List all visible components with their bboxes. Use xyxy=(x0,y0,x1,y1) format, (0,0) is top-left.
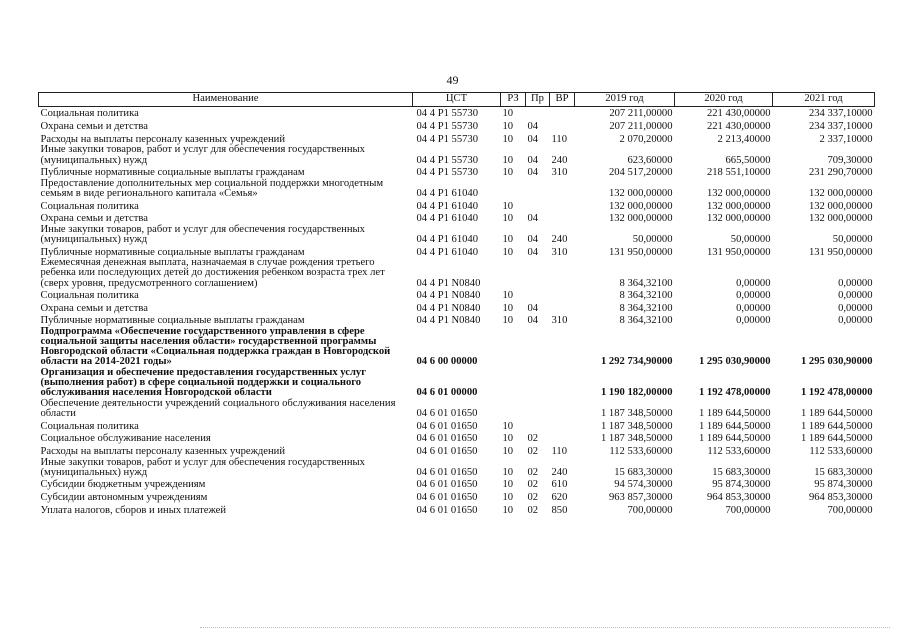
cell-pr: 02 xyxy=(527,433,539,445)
cell-rz: 10 xyxy=(502,213,514,225)
table-row xyxy=(39,491,875,504)
cell-pr: 04 xyxy=(527,154,539,166)
cell-name: Обеспечение деятельности учреждений социального обслуживания населения области xyxy=(40,397,396,419)
cell-vr: 110 xyxy=(551,445,567,457)
budget-table xyxy=(38,92,875,516)
cell-2019: 131 950,00000 xyxy=(608,246,673,258)
cell-name: Социальное обслуживание населения xyxy=(40,433,211,445)
table-row xyxy=(39,199,875,212)
table-row xyxy=(39,478,875,491)
cell-rz: 10 xyxy=(502,133,514,145)
cell-2021: 0,00000 xyxy=(838,302,873,314)
cell-2021: 95 874,30000 xyxy=(814,479,873,491)
cell-vr xyxy=(550,199,575,212)
cell-2020: 50,00000 xyxy=(730,234,771,246)
cell-cst: 04 4 P1 N0840 xyxy=(416,277,481,289)
cell-2019: 94 574,30000 xyxy=(614,479,673,491)
cell-vr: 310 xyxy=(551,167,568,179)
cell-vr xyxy=(550,107,575,120)
cell-2020: 0,00000 xyxy=(736,302,771,314)
table-row xyxy=(39,314,875,327)
cell-2020: 131 950,00000 xyxy=(706,246,771,258)
cell-vr xyxy=(550,419,575,432)
cell-2019: 132 000,00000 xyxy=(608,188,673,200)
cell-name: Публичные нормативные социальные выплаты гражданам xyxy=(40,315,305,327)
cell-cst: 04 6 01 00000 xyxy=(416,386,478,398)
cell-rz: 10 xyxy=(502,491,514,503)
table-row xyxy=(39,327,875,368)
table-row xyxy=(39,368,875,399)
cell-pr xyxy=(526,258,550,289)
cell-2020: 15 683,30000 xyxy=(712,466,771,478)
cell-2020: 2 213,40000 xyxy=(717,133,771,145)
cell-name: Организация и обеспечение предоставления государственных услуг (выполнения работ) в сфере социальной поддержки и социального обслуживания населения Новгородской области xyxy=(40,366,367,398)
cell-rz: 10 xyxy=(502,479,514,491)
cell-2019: 1 190 182,00000 xyxy=(600,386,673,398)
cell-2021: 0,00000 xyxy=(838,315,873,327)
table-row xyxy=(39,444,875,457)
cell-cst: 04 4 P1 55730 xyxy=(416,108,479,120)
cell-pr: 04 xyxy=(527,302,539,314)
table-row xyxy=(39,289,875,302)
cell-2019: 2 070,20000 xyxy=(619,133,673,145)
cell-2020: 964 853,30000 xyxy=(706,491,771,503)
cell-cst: 04 4 P1 61040 xyxy=(416,188,479,200)
cell-2021: 231 290,70000 xyxy=(808,167,873,179)
cell-2021: 131 950,00000 xyxy=(808,246,873,258)
cell-pr xyxy=(526,178,550,199)
cell-2019: 207 211,00000 xyxy=(609,120,673,132)
cell-rz: 10 xyxy=(502,108,514,120)
cell-pr xyxy=(526,327,550,368)
cell-2019: 623,60000 xyxy=(627,154,673,166)
cell-rz: 10 xyxy=(502,234,514,246)
cell-2021: 1 189 644,50000 xyxy=(800,433,873,445)
cell-pr: 02 xyxy=(527,504,539,516)
cell-2021: 2 337,10000 xyxy=(819,133,873,145)
cell-name: Подпрограмма «Обеспечение государственного управления в сфере социальной защиты населения области» государственной программы Новгородской области «Социальная поддержка граждан в Новгородской области на 2014-2021 годы» xyxy=(40,325,391,368)
table-row xyxy=(39,398,875,419)
cell-name: Охрана семьи и детства xyxy=(40,213,148,225)
cell-cst: 04 4 P1 61040 xyxy=(416,213,479,225)
scan-artifact-line xyxy=(200,627,890,628)
cell-rz: 10 xyxy=(502,200,514,212)
cell-cst: 04 4 P1 55730 xyxy=(416,154,479,166)
cell-cst: 04 6 01 01650 xyxy=(416,445,478,457)
cell-name: Уплата налогов, сборов и иных платежей xyxy=(40,504,227,516)
table-row xyxy=(39,225,875,246)
cell-cst: 04 6 01 01650 xyxy=(416,504,478,516)
cell-cst: 04 4 P1 55730 xyxy=(416,120,479,132)
cell-2020: 112 533,60000 xyxy=(707,445,771,457)
cell-vr xyxy=(550,289,575,302)
cell-name: Иные закупки товаров, работ и услуг для обеспечения государственных (муниципальных) нужд xyxy=(40,144,365,166)
cell-cst: 04 6 01 01650 xyxy=(416,479,478,491)
cell-2020: 218 551,10000 xyxy=(706,167,771,179)
cell-pr xyxy=(526,107,550,120)
cell-vr: 610 xyxy=(551,479,568,491)
cell-2019: 207 211,00000 xyxy=(609,108,673,120)
cell-cst: 04 6 01 01650 xyxy=(416,407,478,419)
cell-2020: 95 874,30000 xyxy=(712,479,771,491)
cell-vr: 110 xyxy=(551,133,567,145)
cell-2019: 700,00000 xyxy=(627,504,673,516)
cell-2019: 8 364,32100 xyxy=(619,302,673,314)
table-header-row xyxy=(39,93,875,107)
cell-2021: 132 000,00000 xyxy=(808,213,873,225)
cell-name: Социальная политика xyxy=(40,108,139,120)
cell-2021: 1 192 478,00000 xyxy=(800,386,873,398)
cell-pr: 04 xyxy=(527,167,539,179)
cell-rz xyxy=(501,327,526,368)
cell-vr: 310 xyxy=(551,246,568,258)
cell-2020: 1 189 644,50000 xyxy=(698,433,771,445)
cell-pr: 04 xyxy=(527,133,539,145)
cell-2019: 204 517,20000 xyxy=(608,167,673,179)
cell-vr xyxy=(550,398,575,419)
cell-2019: 8 364,32100 xyxy=(619,315,673,327)
table-row xyxy=(39,178,875,199)
cell-rz: 10 xyxy=(502,167,514,179)
cell-name: Ежемесячная денежная выплата, назначаемая в случае рождения третьего ребенка или последующих детей до достижения ребенком возраста трех лет (сверх уровня, предусмотренного соглашением) xyxy=(40,257,385,289)
table-row xyxy=(39,432,875,445)
cell-name: Социальная политика xyxy=(40,290,139,302)
cell-2020: 221 430,00000 xyxy=(706,120,771,132)
cell-rz xyxy=(501,258,526,289)
cell-2020: 1 295 030,90000 xyxy=(698,356,771,368)
cell-pr xyxy=(526,289,550,302)
cell-pr xyxy=(526,398,550,419)
table-row xyxy=(39,120,875,133)
cell-rz xyxy=(501,398,526,419)
cell-pr xyxy=(526,419,550,432)
header-name: Наименование xyxy=(39,93,413,107)
cell-2021: 964 853,30000 xyxy=(808,491,873,503)
cell-2021: 234 337,10000 xyxy=(808,120,873,132)
cell-2020: 221 430,00000 xyxy=(706,108,771,120)
cell-2019: 1 187 348,50000 xyxy=(600,420,673,432)
cell-2019: 1 187 348,50000 xyxy=(600,433,673,445)
cell-vr: 240 xyxy=(551,466,568,478)
cell-2021: 132 000,00000 xyxy=(808,200,873,212)
cell-vr xyxy=(550,212,575,225)
cell-2020: 0,00000 xyxy=(736,315,771,327)
table-row xyxy=(39,107,875,120)
cell-name: Субсидии бюджетным учреждениям xyxy=(40,479,206,491)
cell-name: Субсидии автономным учреждениям xyxy=(40,491,208,503)
cell-vr xyxy=(550,120,575,133)
table-row xyxy=(39,145,875,166)
cell-cst: 04 6 01 01650 xyxy=(416,420,478,432)
cell-cst: 04 6 00 00000 xyxy=(416,356,478,368)
header-vr: ВР xyxy=(550,93,575,107)
cell-vr: 620 xyxy=(551,491,568,503)
cell-vr: 240 xyxy=(551,234,568,246)
table-row xyxy=(39,258,875,289)
cell-rz: 10 xyxy=(502,420,514,432)
cell-name: Расходы на выплаты персоналу казенных учреждений xyxy=(40,133,285,145)
cell-2021: 709,30000 xyxy=(827,154,873,166)
table-row xyxy=(39,132,875,145)
cell-2019: 1 292 734,90000 xyxy=(600,356,673,368)
cell-rz: 10 xyxy=(502,315,514,327)
cell-rz: 10 xyxy=(502,290,514,302)
cell-name: Охрана семьи и детства xyxy=(40,120,148,132)
cell-name: Социальная политика xyxy=(40,200,139,212)
cell-pr xyxy=(526,199,550,212)
cell-name: Публичные нормативные социальные выплаты гражданам xyxy=(40,167,305,179)
cell-vr xyxy=(550,258,575,289)
cell-2019: 8 364,32100 xyxy=(619,290,673,302)
cell-pr: 02 xyxy=(527,479,539,491)
cell-2019: 112 533,60000 xyxy=(609,445,673,457)
cell-rz: 10 xyxy=(502,466,514,478)
cell-pr: 04 xyxy=(527,120,539,132)
cell-name: Иные закупки товаров, работ и услуг для обеспечения государственных (муниципальных) нужд xyxy=(40,456,365,478)
cell-2020: 700,00000 xyxy=(725,504,771,516)
cell-2021: 0,00000 xyxy=(838,290,873,302)
cell-rz: 10 xyxy=(502,154,514,166)
cell-pr: 04 xyxy=(527,234,539,246)
cell-2020: 0,00000 xyxy=(736,277,771,289)
header-2021: 2021 год xyxy=(773,93,875,107)
cell-cst: 04 4 P1 55730 xyxy=(416,133,479,145)
cell-pr: 02 xyxy=(527,491,539,503)
header-2019: 2019 год xyxy=(575,93,675,107)
header-pr: Пр xyxy=(526,93,550,107)
cell-vr xyxy=(550,432,575,445)
cell-cst: 04 4 P1 61040 xyxy=(416,234,479,246)
header-rz: РЗ xyxy=(501,93,526,107)
cell-2020: 1 189 644,50000 xyxy=(698,420,771,432)
cell-2021: 1 189 644,50000 xyxy=(800,420,873,432)
cell-name: Социальная политика xyxy=(40,420,139,432)
cell-name: Иные закупки товаров, работ и услуг для обеспечения государственных (муниципальных) нужд xyxy=(40,224,365,246)
table-body xyxy=(39,107,875,516)
cell-2021: 132 000,00000 xyxy=(808,188,873,200)
cell-cst: 04 4 P1 N0840 xyxy=(416,315,481,327)
cell-name: Предоставление дополнительных мер социальной поддержки многодетным семьям в виде регионального капитала «Семья» xyxy=(40,177,384,200)
cell-2020: 1 189 644,50000 xyxy=(698,407,771,419)
cell-rz: 10 xyxy=(502,120,514,132)
header-cst: ЦСТ xyxy=(413,93,501,107)
table-row xyxy=(39,457,875,478)
cell-2019: 50,00000 xyxy=(632,234,673,246)
table-row xyxy=(39,166,875,179)
cell-vr: 240 xyxy=(551,154,568,166)
cell-rz: 10 xyxy=(502,504,514,516)
table-row xyxy=(39,301,875,314)
cell-rz: 10 xyxy=(502,302,514,314)
cell-name: Публичные нормативные социальные выплаты гражданам xyxy=(40,246,305,258)
cell-vr: 850 xyxy=(551,504,568,516)
cell-2021: 700,00000 xyxy=(827,504,873,516)
cell-2021: 15 683,30000 xyxy=(814,466,873,478)
cell-cst: 04 6 01 01650 xyxy=(416,433,478,445)
cell-rz: 10 xyxy=(502,433,514,445)
cell-2020: 132 000,00000 xyxy=(706,213,771,225)
cell-cst: 04 6 01 01650 xyxy=(416,491,478,503)
table-row xyxy=(39,212,875,225)
cell-rz: 10 xyxy=(502,445,514,457)
cell-rz: 10 xyxy=(502,246,514,258)
cell-cst: 04 4 P1 N0840 xyxy=(416,302,481,314)
cell-2019: 8 364,32100 xyxy=(619,277,673,289)
cell-vr: 310 xyxy=(551,315,568,327)
cell-rz xyxy=(501,178,526,199)
cell-pr: 04 xyxy=(527,246,539,258)
cell-cst: 04 4 P1 55730 xyxy=(416,167,479,179)
cell-cst: 04 6 01 01650 xyxy=(416,466,478,478)
cell-2020: 665,50000 xyxy=(725,154,771,166)
cell-2021: 234 337,10000 xyxy=(808,108,873,120)
cell-cst: 04 4 P1 61040 xyxy=(416,200,479,212)
cell-rz xyxy=(501,368,526,399)
cell-pr: 02 xyxy=(527,466,539,478)
cell-pr: 04 xyxy=(527,315,539,327)
cell-vr xyxy=(550,368,575,399)
cell-pr xyxy=(526,368,550,399)
cell-name: Расходы на выплаты персоналу казенных учреждений xyxy=(40,445,285,457)
cell-2021: 50,00000 xyxy=(832,234,873,246)
cell-2021: 1 295 030,90000 xyxy=(800,356,873,368)
table-row xyxy=(39,503,875,516)
cell-2019: 963 857,30000 xyxy=(608,491,673,503)
cell-2021: 0,00000 xyxy=(838,277,873,289)
cell-vr xyxy=(550,301,575,314)
cell-2021: 112 533,60000 xyxy=(809,445,873,457)
cell-vr xyxy=(550,327,575,368)
cell-2020: 132 000,00000 xyxy=(706,200,771,212)
cell-2020: 0,00000 xyxy=(736,290,771,302)
cell-2019: 1 187 348,50000 xyxy=(600,407,673,419)
cell-cst: 04 4 P1 N0840 xyxy=(416,290,481,302)
cell-cst: 04 4 P1 61040 xyxy=(416,246,479,258)
cell-2019: 132 000,00000 xyxy=(608,213,673,225)
cell-vr xyxy=(550,178,575,199)
cell-2021: 1 189 644,50000 xyxy=(800,407,873,419)
page-number: 49 xyxy=(446,73,459,87)
cell-2020: 1 192 478,00000 xyxy=(698,386,771,398)
cell-2019: 132 000,00000 xyxy=(608,200,673,212)
cell-name: Охрана семьи и детства xyxy=(40,302,148,314)
cell-2020: 132 000,00000 xyxy=(706,188,771,200)
cell-pr: 04 xyxy=(527,213,539,225)
cell-pr: 02 xyxy=(527,445,539,457)
table-row xyxy=(39,419,875,432)
cell-2019: 15 683,30000 xyxy=(614,466,673,478)
header-2020: 2020 год xyxy=(675,93,773,107)
